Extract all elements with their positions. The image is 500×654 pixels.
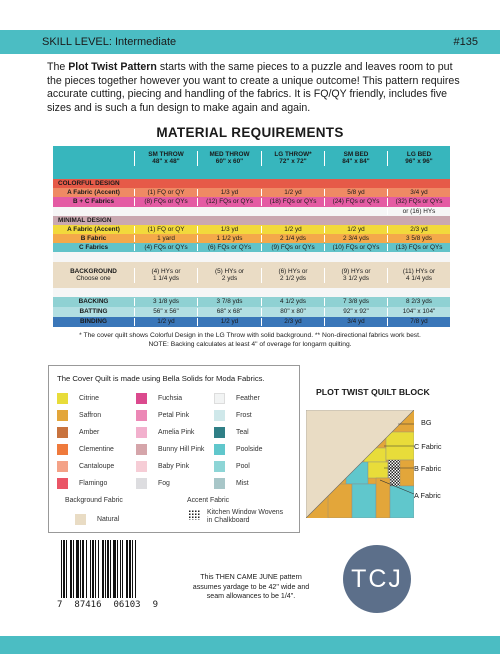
section-minimal bbox=[53, 216, 450, 225]
column-header: SM THROW 48" x 48" bbox=[134, 151, 197, 166]
swatch-name: Saffron bbox=[79, 412, 102, 419]
table-cell: 1/2 yd bbox=[261, 189, 324, 197]
chalkboard-check-icon bbox=[189, 509, 200, 520]
footnote bbox=[40, 331, 460, 349]
barcode-bar bbox=[95, 540, 96, 598]
swatch-item bbox=[136, 444, 204, 455]
barcode-bar bbox=[122, 540, 123, 598]
barcode-bar bbox=[113, 540, 116, 598]
column-header: LG BED 96" x 96" bbox=[387, 151, 450, 166]
table-cell: (5) HYs or 2 yds bbox=[197, 268, 261, 283]
table-spacer bbox=[53, 252, 450, 262]
table-row bbox=[53, 197, 450, 207]
table-cell: 3/4 yd bbox=[387, 189, 450, 197]
table-cell: 7/8 yd bbox=[387, 318, 450, 326]
header-blank bbox=[53, 146, 134, 170]
table-cell: 1 1/2 yds bbox=[197, 235, 261, 243]
table-cell: 4 1/2 yds bbox=[261, 298, 324, 306]
top-banner bbox=[0, 30, 500, 54]
swatch-item bbox=[57, 393, 99, 404]
swatch-name: Teal bbox=[236, 429, 249, 436]
swatch-chip bbox=[214, 427, 225, 438]
barcode-digit-group: 7 bbox=[57, 600, 63, 610]
swatch-name: Petal Pink bbox=[158, 412, 190, 419]
column-header: SM BED 84" x 84" bbox=[324, 151, 387, 166]
swatch-item bbox=[57, 410, 101, 421]
table-cell: 7 3/8 yds bbox=[324, 298, 387, 306]
barcode-bar bbox=[129, 540, 131, 598]
barcode-bar bbox=[105, 540, 106, 598]
row-label: BATTING bbox=[79, 308, 108, 316]
footnote-line-1: * The cover quilt shows Colorful Design in the LG Throw with solid background. ** Non-directional fabrics work best. bbox=[79, 332, 421, 339]
intro-text: starts with the same pieces to a puzzle and leaves room to put the pieces together however you want to create a unique outcome! This pattern requires accurate cutting, piecing and handling of the fabrics. It is FQ/QY friendly, includes five sizes and is such a fun design to make again and again. bbox=[47, 61, 460, 114]
background-fabric-label: Background Fabric bbox=[65, 497, 123, 504]
barcode-digit-group: 9 bbox=[152, 600, 158, 610]
table-row bbox=[53, 307, 450, 317]
row-label: A Fabric (Accent) bbox=[67, 188, 120, 196]
barcode-bar bbox=[66, 540, 67, 598]
column-header: LG THROW* 72" x 72" bbox=[261, 151, 324, 166]
yardage-note: This THEN CAME JUNE pattern assumes yardage to be 42" wide and seam allowances to be 1/4". bbox=[192, 573, 310, 600]
section-colorful bbox=[53, 179, 450, 188]
table-row bbox=[53, 225, 450, 234]
barcode-bar bbox=[73, 540, 74, 598]
swatch-item bbox=[136, 410, 189, 421]
table-cell: 80" x 80" bbox=[261, 308, 324, 316]
pattern-number: #135 bbox=[453, 36, 478, 48]
swatch-item bbox=[214, 410, 252, 421]
intro-lead: The bbox=[47, 61, 66, 73]
barcode-digits bbox=[57, 600, 158, 610]
table-cell: 1/3 yd bbox=[197, 189, 261, 197]
barcode-bar bbox=[92, 540, 94, 598]
table-spacer bbox=[53, 170, 450, 179]
barcode-bar bbox=[117, 540, 118, 598]
row-label: C Fabrics bbox=[78, 243, 109, 251]
barcode-bar bbox=[82, 540, 84, 598]
table-cell: 104" x 104" bbox=[387, 308, 450, 316]
table-cell: 1/2 yd bbox=[261, 226, 324, 234]
barcode-bar bbox=[120, 540, 121, 598]
table-cell: 8 2/3 yds bbox=[387, 298, 450, 306]
table-cell: 2 3/4 yds bbox=[324, 235, 387, 243]
swatch-name: Fuchsia bbox=[158, 395, 183, 402]
pattern-name: Plot Twist Pattern bbox=[68, 61, 157, 73]
table-cell: 3/4 yd bbox=[324, 318, 387, 326]
footnote-line-2: NOTE: Backing calculates at least 4" of overage for longarm quilting. bbox=[148, 341, 352, 348]
skill-level: SKILL LEVEL: Intermediate bbox=[42, 36, 177, 48]
column-header: MED THROW 60" x 60" bbox=[197, 151, 261, 166]
barcode-bar bbox=[86, 540, 87, 598]
row-label: A Fabric (Accent) bbox=[67, 225, 120, 233]
table-row bbox=[53, 188, 450, 197]
table-cell: 1/2 yd bbox=[197, 318, 261, 326]
table-cell: 3 1/8 yds bbox=[134, 298, 197, 306]
table-cell: 92" x 92" bbox=[324, 308, 387, 316]
barcode-bar bbox=[90, 540, 91, 598]
barcode-bar bbox=[61, 540, 62, 598]
table-cell: 2 1/4 yds bbox=[261, 235, 324, 243]
barcode-bar bbox=[98, 540, 99, 598]
table-row bbox=[53, 317, 450, 327]
swatch-item bbox=[136, 393, 182, 404]
swatch-chip bbox=[214, 410, 225, 421]
table-cell: 1 yard bbox=[134, 235, 197, 243]
table-cell: 5/8 yd bbox=[324, 189, 387, 197]
swatch-chip bbox=[136, 478, 147, 489]
block-label-a: A Fabric bbox=[414, 491, 441, 500]
barcode-bar bbox=[107, 540, 109, 598]
table-row bbox=[53, 234, 450, 243]
swatch-name: Bunny Hill Pink bbox=[158, 446, 205, 453]
swatch-item bbox=[57, 427, 99, 438]
swatch-name: Citrine bbox=[79, 395, 99, 402]
swatch-chip bbox=[57, 393, 68, 404]
swatch-item bbox=[214, 393, 260, 404]
swatch-name: Flamingo bbox=[79, 480, 108, 487]
table-row bbox=[53, 297, 450, 307]
swatch-chip bbox=[214, 393, 225, 404]
background-fabric-swatch bbox=[75, 514, 119, 525]
barcode-bar bbox=[76, 540, 79, 598]
swatch-name: Natural bbox=[97, 516, 120, 523]
table-cell: 1/2 yd bbox=[324, 226, 387, 234]
swatch-item bbox=[57, 461, 114, 472]
swatch-chip bbox=[136, 444, 147, 455]
swatch-name: Mist bbox=[236, 480, 249, 487]
section-label: MINIMAL DESIGN bbox=[58, 216, 112, 224]
table-cell: (18) FQs or QYs bbox=[261, 198, 324, 206]
swatch-name: Amelia Pink bbox=[158, 429, 195, 436]
swatch-chip bbox=[136, 461, 147, 472]
row-label: BINDING bbox=[80, 318, 107, 326]
block-label-bg: BG bbox=[421, 418, 432, 427]
swatch-chip bbox=[136, 410, 147, 421]
table-cell: (6) HYs or 2 1/2 yds bbox=[261, 268, 324, 283]
table-cell: (1) FQ or QY bbox=[134, 189, 197, 197]
block-title: PLOT TWIST QUILT BLOCK bbox=[316, 387, 430, 397]
barcode-digit-group: 87416 bbox=[74, 600, 102, 610]
swatch-name: Amber bbox=[79, 429, 100, 436]
accent-fabric-swatch bbox=[189, 509, 283, 525]
table-row bbox=[53, 207, 450, 216]
row-label: BACKGROUND Choose one bbox=[70, 267, 117, 282]
swatch-name: Kitchen Window Wovens in Chalkboard bbox=[207, 509, 284, 524]
barcode-bar bbox=[132, 540, 133, 598]
swatch-item bbox=[136, 478, 170, 489]
table-cell: (11) HYs or 4 1/4 yds bbox=[387, 268, 450, 283]
table-cell: (9) HYs or 3 1/2 yds bbox=[324, 268, 387, 283]
barcode-digit-group: 06103 bbox=[113, 600, 141, 610]
swatch-name: Cantaloupe bbox=[79, 463, 115, 470]
swatch-name: Feather bbox=[236, 395, 260, 402]
swatch-item bbox=[57, 478, 107, 489]
table-header-row bbox=[53, 146, 450, 170]
table-spacer bbox=[53, 288, 450, 297]
barcode-bar bbox=[63, 540, 65, 598]
swatch-name: Frost bbox=[236, 412, 252, 419]
table-cell: 2/3 yd bbox=[387, 226, 450, 234]
barcode-bar bbox=[80, 540, 81, 598]
swatch-item bbox=[136, 427, 194, 438]
swatch-chip bbox=[214, 444, 225, 455]
table-cell: (24) FQs or QYs bbox=[324, 198, 387, 206]
table-cell: (4) HYs or 1 1/4 yds bbox=[134, 268, 197, 283]
barcode-bar bbox=[126, 540, 128, 598]
fabric-swatch-box bbox=[48, 365, 300, 533]
swatch-title: The Cover Quilt is made using Bella Solids for Moda Fabrics. bbox=[57, 374, 265, 383]
table-cell: 56" x 56" bbox=[134, 308, 197, 316]
table-cell: 2/3 yd bbox=[261, 318, 324, 326]
table-cell: or (16) HYs bbox=[387, 208, 450, 216]
table-cell: 3 5/8 yds bbox=[387, 235, 450, 243]
table-cell: (10) FQs or QYs bbox=[324, 244, 387, 252]
swatch-name: Baby Pink bbox=[158, 463, 190, 470]
block-label-c: C Fabric bbox=[414, 442, 442, 451]
intro-paragraph bbox=[47, 61, 467, 115]
table-cell: (12) FQs or QYs bbox=[197, 198, 261, 206]
swatch-item bbox=[136, 461, 189, 472]
swatch-chip bbox=[57, 444, 68, 455]
table-row bbox=[53, 243, 450, 252]
table-cell: (9) FQs or QYs bbox=[261, 244, 324, 252]
table-row bbox=[53, 262, 450, 288]
table-cell: (8) FQs or QYs bbox=[134, 198, 197, 206]
block-label-b: B Fabric bbox=[414, 464, 442, 473]
swatch-chip bbox=[57, 410, 68, 421]
barcode-bar bbox=[135, 540, 136, 598]
upc-barcode bbox=[57, 540, 158, 600]
swatch-chip bbox=[214, 478, 225, 489]
swatch-chip bbox=[136, 393, 147, 404]
barcode-bar bbox=[110, 540, 111, 598]
row-label: BACKING bbox=[78, 298, 109, 306]
table-cell: (6) FQs or QYs bbox=[197, 244, 261, 252]
block-leader-lines bbox=[380, 420, 416, 500]
barcode-bar bbox=[70, 540, 72, 598]
accent-fabric-label: Accent Fabric bbox=[187, 497, 230, 504]
material-table bbox=[53, 146, 450, 327]
row-label: B Fabric bbox=[80, 234, 107, 242]
barcode-bar bbox=[102, 540, 104, 598]
swatch-item bbox=[214, 427, 249, 438]
table-cell: (32) FQs or QYs bbox=[387, 198, 450, 206]
table-cell: 1/3 yd bbox=[197, 226, 261, 234]
row-label: B + C Fabrics bbox=[72, 198, 115, 206]
swatch-chip bbox=[57, 478, 68, 489]
table-cell: 3 7/8 yds bbox=[197, 298, 261, 306]
swatch-chip bbox=[57, 427, 68, 438]
swatch-name: Pool bbox=[236, 463, 250, 470]
swatch-name: Poolside bbox=[236, 446, 263, 453]
swatch-chip bbox=[75, 514, 86, 525]
table-cell: (1) FQ or QY bbox=[134, 226, 197, 234]
table-cell: 68" x 68" bbox=[197, 308, 261, 316]
table-cell: (13) FQs or QYs bbox=[387, 244, 450, 252]
swatch-item bbox=[214, 444, 262, 455]
swatch-chip bbox=[57, 461, 68, 472]
swatch-item bbox=[57, 444, 114, 455]
swatch-chip bbox=[214, 461, 225, 472]
swatch-name: Fog bbox=[158, 480, 170, 487]
material-requirements-title: MATERIAL REQUIREMENTS bbox=[156, 125, 344, 140]
swatch-name: Clementine bbox=[79, 446, 114, 453]
section-label: COLORFUL DESIGN bbox=[58, 179, 120, 187]
swatch-item bbox=[214, 461, 250, 472]
table-cell: 1/2 yd bbox=[134, 318, 197, 326]
swatch-item bbox=[214, 478, 249, 489]
table-cell: (4) FQs or QYs bbox=[134, 244, 197, 252]
bottom-banner bbox=[0, 636, 500, 654]
tcj-logo: TCJ bbox=[343, 545, 411, 613]
swatch-chip bbox=[136, 427, 147, 438]
